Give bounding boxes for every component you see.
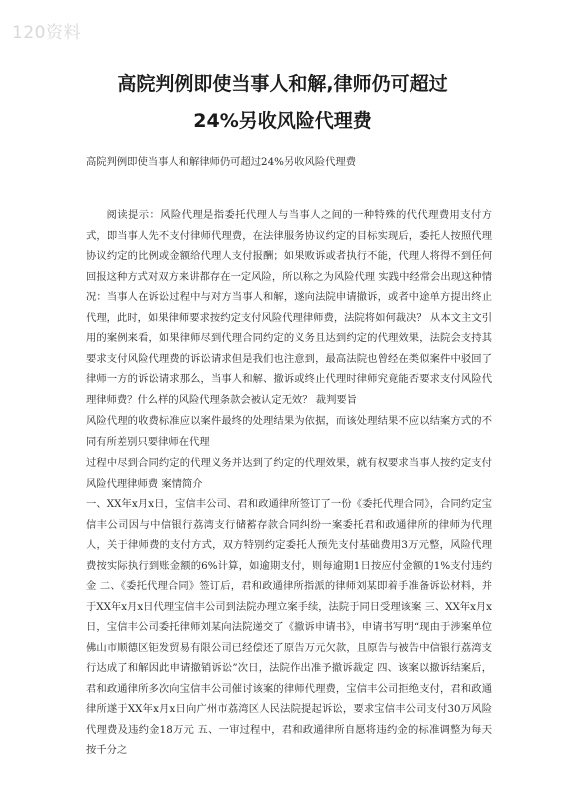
paragraph-reading-tips: 阅读提示：风险代理是指委托代理人与当事人之间的一种特殊的代代理费用支付方式，即当事人先不支付律师代理费，在法律服务协议约定的目标实现后，委托人按照代理协议约定的比例或金额给代理人支付报酬；如果败诉或者执行不能，代理人将得不到任何回报这种方式对双方来讲都存在一定风险，所以称之为风险代理 实践中经常会出现这种情况：当事人在诉讼过程中与对方当事人和解，遂向法院申请撤诉，或者中途单方提出终止代理，此时，如果律师要求按约定支付风险代理律师费，法院将如何裁决？ 从本文主文引用的案例来看，如果律师尽到代理合同约定的义务且达到约定的代理效果，法院会支持其要求支付风险代理费的诉讼请求但是我们也注意到，最高法院也曾经在类似案件中驳回了律师一方的诉讼请求那么，当事人和解、撤诉或终止代理时律师究竟能否要求支付风险代理律师费？什么样的风险代理条款会被认定无效？ 裁判要旨	[86, 209, 492, 406]
watermark-logo: 120资料	[12, 23, 81, 43]
paragraph-ruling-gist: 风险代理的收费标准应以案件最终的处理结果为依据，而该处理结果不应以结案方式的不同有所差别只要律师在代理	[86, 415, 492, 448]
paragraph-case-summary: 一、XX年x月x日，宝信丰公司、君和政通律所签订了一份《委托代理合同》，合同约定宝信丰公司因与中信银行荔湾支行储蓄存款合同纠纷一案委托君和政通律所的律师为代理人，关于律师费的支付方式，双方特别约定委托人预先支付基础费用3万元整，风险代理费按实际执行到账金额的6%计算，如逾期支付，则每逾期1日按应付金额的1%支付违约金 二、《委托代理合同》签订后，君和政通律所指派的律师刘某即着手准备诉讼材料，并于XX年x月x日代理宝信丰公司到法院办理立案手续，法院于同日受理该案 三、XX年x月x日，宝信丰公司委托律师刘某向法院递交了《撤诉申请书》，申请书写明“现由于涉案单位佛山市顺德区钜发贸易有限公司已经偿还了原告万元欠款，且原告与被告中信银行荔湾支行达成了和解因此申请撤销诉讼”次日，法院作出准予撤诉裁定 四、该案以撤诉结案后，君和政通律所多次向宝信丰公司催讨该案的律师代理费，宝信丰公司拒绝支付，君和政通律所遂于XX年x月x日向广州市荔湾区人民法院提起诉讼，要求宝信丰公司支付30万风险代理费及违约金18万元 五、一审过程中，君和政通律所自愿将违约金的标准调整为每天按千分之	[86, 498, 492, 756]
document-subtitle: 高院判例即使当事人和解律师仍可超过24%另收风险代理费	[86, 156, 357, 168]
document-title-line-1: 高院判例即使当事人和解,律师仍可超过	[117, 73, 448, 95]
paragraph-ruling-gist-cont: 过程中尽到合同约定的代理义务并达到了约定的代理效果，就有权要求当事人按约定支付风险代理律师费 案情简介	[86, 457, 492, 490]
document-title-line-2: 24%另收风险代理费	[193, 110, 372, 132]
